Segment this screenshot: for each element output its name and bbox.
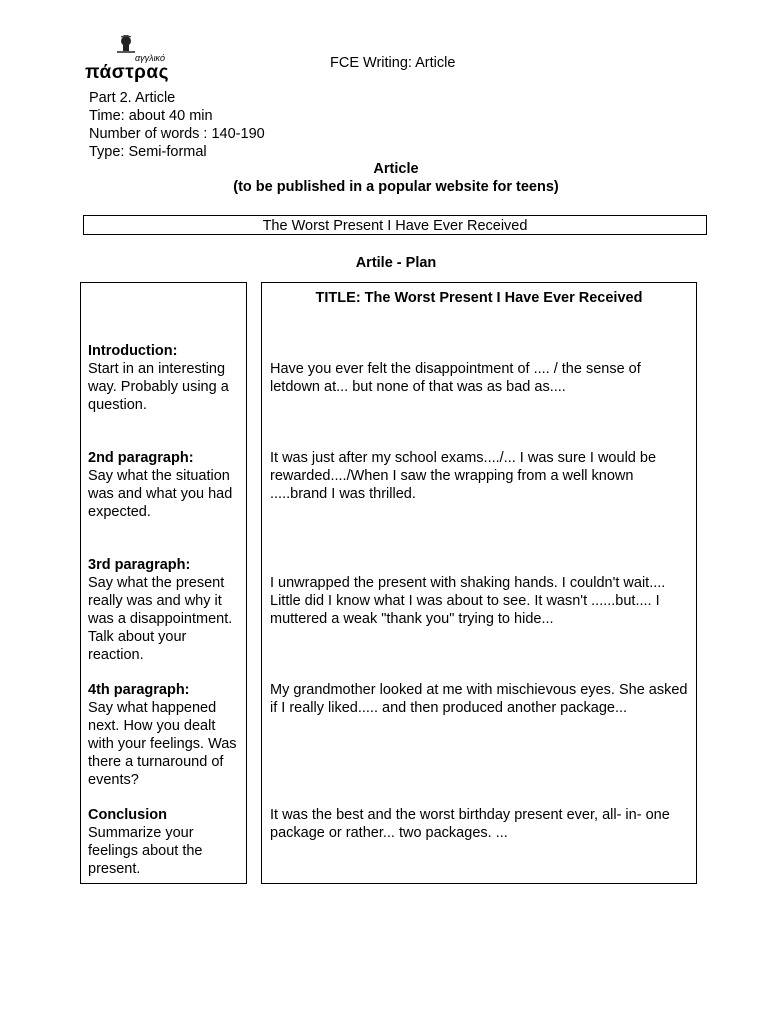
article-title-box: The Worst Present I Have Ever Received — [83, 215, 707, 235]
plan-text-paragraph-3: I unwrapped the present with shaking hands. I couldn't wait.... Little did I know what I was about to see. It wasn't ......but.... I muttered a weak "thank you" trying to hide... — [270, 575, 666, 627]
crest-icon — [113, 35, 139, 55]
guide-heading: 3rd paragraph: — [88, 557, 191, 573]
task-info — [89, 89, 265, 161]
plan-text-paragraph-4: My grandmother looked at me with mischievous eyes. She asked if I really liked..... and then produced another package... — [270, 682, 688, 716]
guide-heading: 4th paragraph: — [88, 682, 190, 698]
guide-heading: 2nd paragraph: — [88, 450, 194, 466]
guide-conclusion — [88, 806, 243, 878]
guide-text: Summarize your feelings about the present. — [88, 825, 203, 877]
guide-paragraph-3 — [88, 556, 243, 664]
guide-introduction — [88, 342, 243, 414]
logo — [83, 35, 175, 85]
article-subheading: (to be published in a popular website for teens) — [233, 179, 559, 195]
plan-heading: Artile - Plan — [355, 255, 437, 271]
guide-paragraph-2 — [88, 449, 243, 521]
plan-text-conclusion: It was the best and the worst birthday present ever, all- in- one package or rather... two packages. ... — [270, 807, 670, 841]
article-heading: Article — [373, 161, 419, 177]
guide-heading: Conclusion — [88, 807, 167, 823]
task-type: Type: Semi-formal — [89, 144, 207, 160]
guide-paragraph-4 — [88, 681, 243, 789]
plan-title: TITLE: The Worst Present I Have Ever Received — [315, 290, 643, 306]
guide-text: Say what the situation was and what you had expected. — [88, 468, 233, 520]
guide-text: Say what happened next. How you dealt with your feelings. Was there a turnaround of events? — [88, 700, 237, 788]
plan-text-paragraph-2: It was just after my school exams..../... I was sure I would be rewarded..../When I saw the wrapping from a well known .....brand I was thrilled. — [270, 450, 657, 502]
guide-heading: Introduction: — [88, 343, 178, 359]
logo-small-text: αγγλικό — [135, 53, 165, 63]
task-words: Number of words : 140-190 — [89, 126, 265, 142]
plan-text-column — [261, 282, 697, 884]
guide-text: Start in an interesting way. Probably using a question. — [88, 361, 229, 413]
task-time: Time: about 40 min — [89, 108, 213, 124]
guide-text: Say what the present really was and why it was a disappointment. Talk about your reaction. — [88, 575, 233, 663]
plan-guide-column — [80, 282, 247, 884]
document-title: FCE Writing: Article — [330, 55, 456, 71]
logo-big-text: πάστρας — [85, 62, 169, 83]
task-part: Part 2. Article — [89, 90, 176, 106]
plan-text-introduction: Have you ever felt the disappointment of .... / the sense of letdown at... but none of that was as bad as.... — [270, 361, 641, 395]
